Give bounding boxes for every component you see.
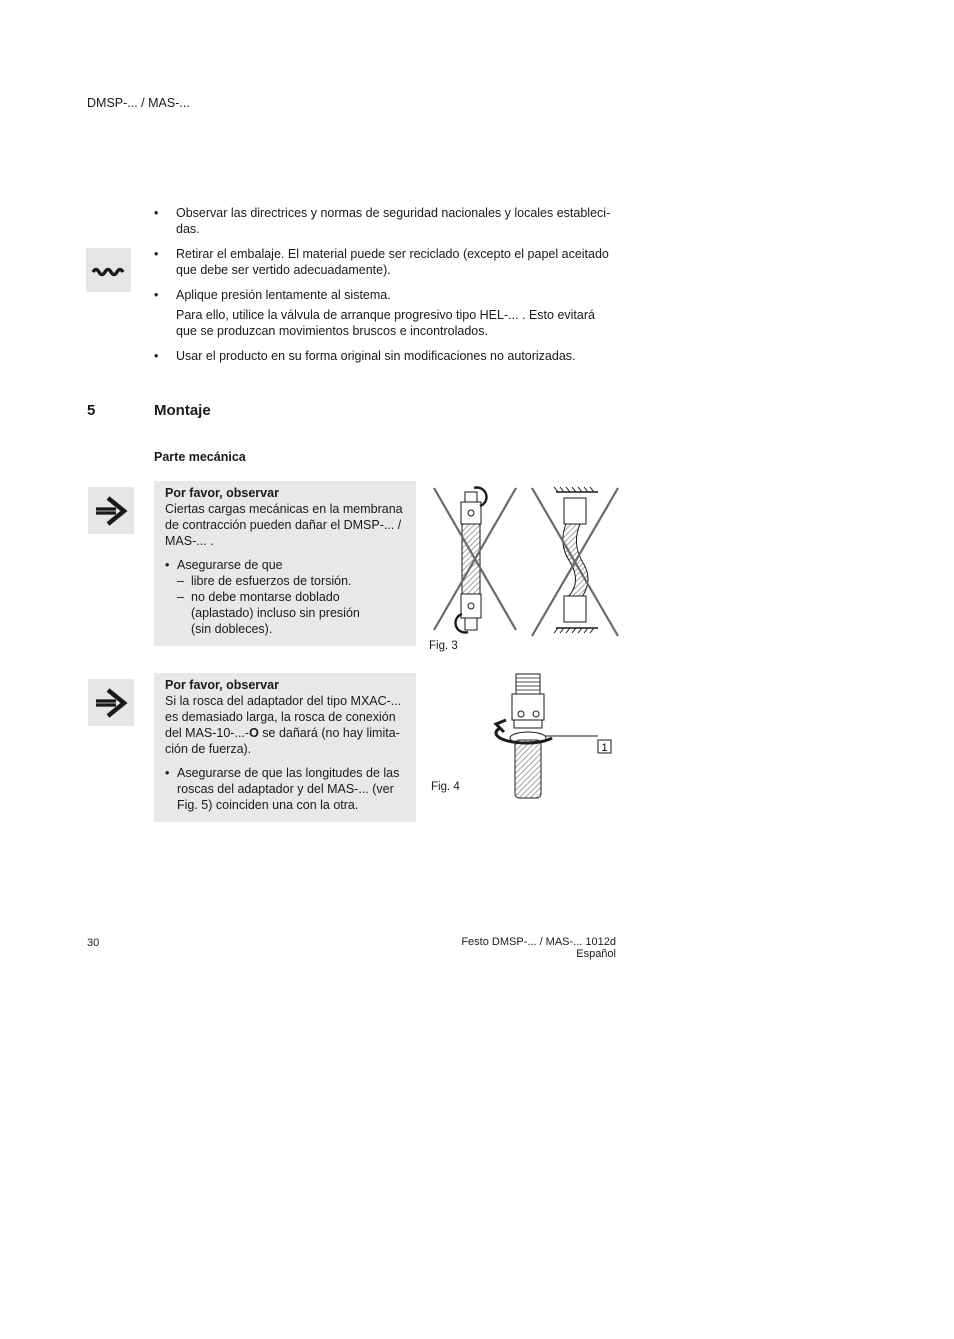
figure-4-callout: 1 (601, 742, 608, 754)
bullet-marker: • (165, 558, 170, 572)
dash-item-text: (sin dobleces). (191, 622, 273, 636)
bullet-marker: • (154, 247, 159, 261)
running-header: DMSP-... / MAS-... (87, 96, 190, 110)
list-item-text: Usar el producto en su forma original sin modificaciones no autorizadas. (176, 349, 576, 363)
list-item-text: Asegurarse de que (177, 558, 283, 572)
section-title: Montaje (154, 402, 211, 419)
list-item (154, 246, 624, 278)
bullet-marker: • (154, 206, 159, 220)
section-number: 5 (87, 402, 96, 419)
safety-bullet-list (154, 205, 624, 373)
dash-item (165, 589, 405, 605)
figure-3-label: Fig. 3 (429, 640, 458, 652)
list-item-explanation: Para ello, utilice la válvula de arranque progresivo tipo HEL-... . Esto evitará que se produzcan movimientos bruscos e incontrolados. (176, 308, 595, 338)
note-text: Si la rosca del adaptador del tipo MXAC-... es demasiado larga, la rosca de conexión del MAS-10-...-O se dañará (no hay limita- ción de fuerza). (165, 694, 402, 756)
footer-doc-info: Festo DMSP-... / MAS-... 1012d Español (461, 936, 616, 960)
list-item-text: Aplique presión lentamente al sistema. (176, 288, 391, 302)
bent-hose-illustration (532, 487, 618, 636)
list-item (165, 557, 405, 573)
note-box (154, 673, 416, 822)
subsection-title: Parte mecánica (154, 450, 246, 464)
figure-4-illustration (490, 668, 620, 807)
note-title: Por favor, observar (165, 486, 279, 500)
figure-4-label: Fig. 4 (431, 781, 460, 793)
note-title: Por favor, observar (165, 678, 279, 692)
list-item-text: Asegurarse de que las longitudes de las roscas del adaptador y del MAS-... (ver Fig. 5) coinciden una con la otra. (177, 766, 400, 812)
dash-marker: – (177, 574, 184, 588)
list-item (154, 348, 624, 364)
list-item (154, 287, 624, 339)
list-item (154, 205, 624, 237)
list-item (165, 765, 405, 813)
dash-item-text: libre de esfuerzos de torsión. (191, 574, 352, 588)
figure-3-illustration (428, 480, 624, 645)
page-number: 30 (87, 937, 100, 949)
dash-item-text: no debe montarse doblado (191, 590, 340, 604)
note-arrow-icon (88, 487, 134, 534)
bullet-marker: • (154, 349, 159, 363)
list-item-text: Observar las directrices y normas de seguridad nacionales y locales estableci- das. (176, 206, 611, 236)
note-box (154, 481, 416, 646)
twisted-hose-illustration (434, 488, 516, 633)
dash-item (165, 573, 405, 589)
list-item-text: Retirar el embalaje. El material puede ser reciclado (excepto el papel aceitado que debe ser vertido adecuadamente). (176, 247, 609, 277)
note-text: Ciertas cargas mecánicas en la membrana de contracción pueden dañar el DMSP-... / MAS-... . (165, 502, 403, 548)
bullet-marker: • (154, 288, 159, 302)
environment-wave-icon (86, 248, 131, 292)
note-arrow-icon (88, 679, 134, 726)
dash-item-text: (aplastado) incluso sin presión (191, 606, 360, 620)
dash-marker: – (177, 590, 184, 604)
bullet-marker: • (165, 766, 170, 780)
